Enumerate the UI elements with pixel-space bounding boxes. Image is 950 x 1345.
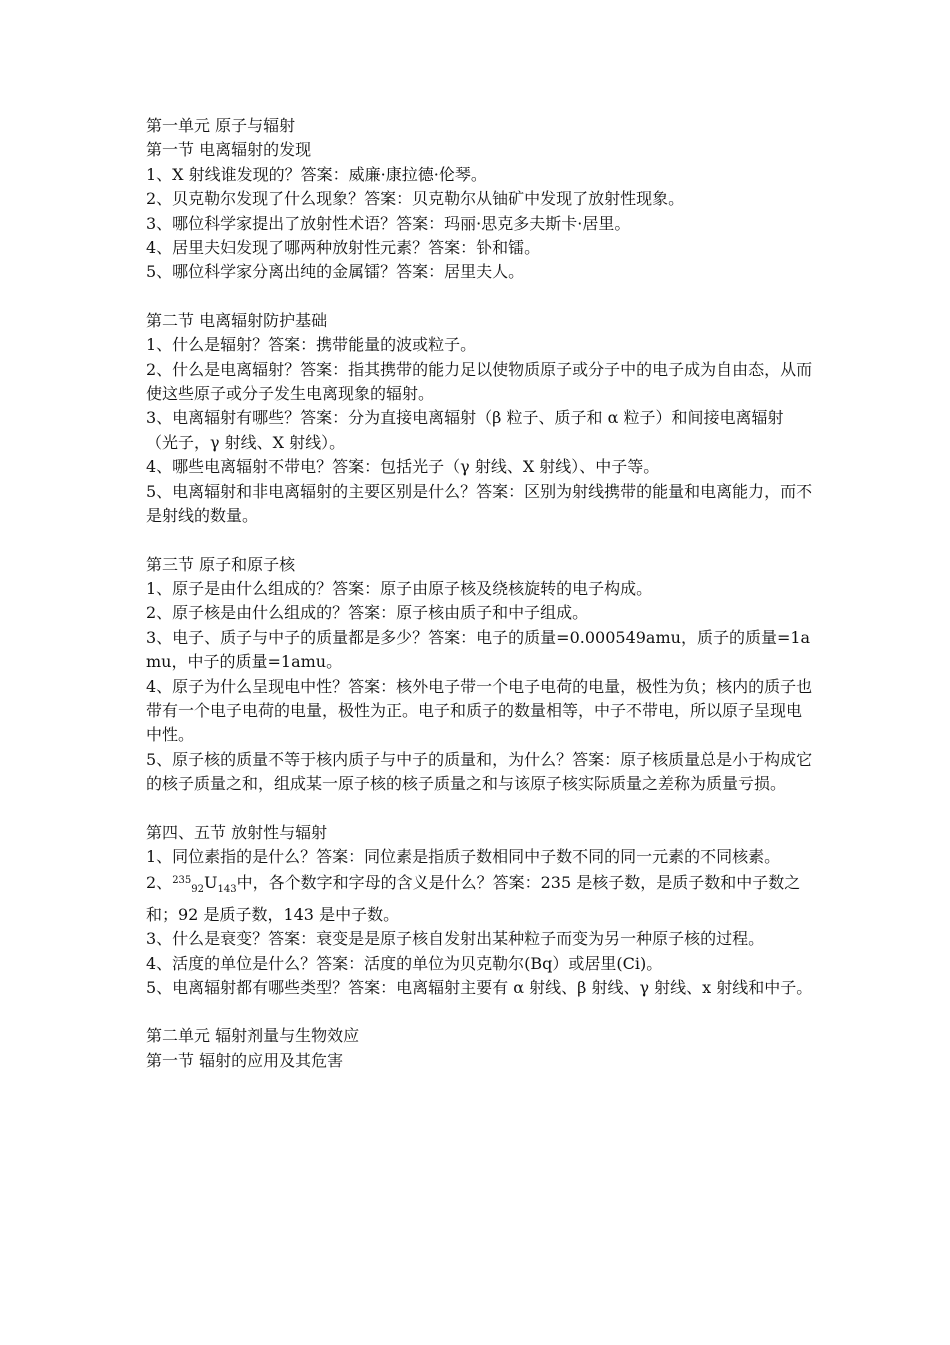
- unit2-block: [146, 1024, 814, 1073]
- unit2-title: 第二单元 辐射剂量与生物效应: [146, 1026, 360, 1046]
- list-item: 4、原子为什么呈现电中性？答案：核外电子带一个电子电荷的电量，极性为负；核内的质子也带有一个电子电荷的电量，极性为正。电子和质子的数量相等，中子不带电，所以原子呈现电中性。: [146, 676, 813, 745]
- list-item: 5、电离辐射都有哪些类型？答案：电离辐射主要有 α 射线、β 射线、γ 射线、x 射线和中子。: [146, 978, 813, 997]
- document-page: [146, 114, 814, 1073]
- list-item: 1、什么是辐射？答案：携带能量的波或粒子。: [146, 335, 477, 355]
- unit1-section2-block: [146, 309, 814, 529]
- unit1-title: 第一单元 原子与辐射: [146, 116, 296, 135]
- list-item: 5、哪位科学家分离出纯的金属镭？答案：居里夫人。: [146, 262, 525, 282]
- neutron-number: 143: [217, 884, 237, 896]
- list-item: 5、电离辐射和非电离辐射的主要区别是什么？答案：区别为射线携带的能量和电离能力，而不是射线的数量。: [146, 481, 813, 526]
- list-item: 5、原子核的质量不等于核内质子与中子的质量和，为什么？答案：原子核质量总是小于构成它的核子质量之和，组成某一原子核的核子质量之和与该原子核实际质量之差称为质量亏损。: [146, 749, 813, 794]
- list-item: 3、电子、质子与中子的质量都是多少？答案：电子的质量=0.000549amu，质子的质量=1amu，中子的质量=1amu。: [146, 627, 811, 672]
- element-symbol: U: [204, 873, 218, 893]
- mass-number: 235: [172, 875, 192, 887]
- unit2-section1-title: 第一节 辐射的应用及其危害: [146, 1050, 344, 1070]
- list-item: 1、X 射线谁发现的？答案：威廉·康拉德·伦琴。: [146, 164, 487, 184]
- list-item: 4、活度的单位是什么？答案：活度的单位为贝克勒尔(Bq）或居里(Ci)。: [146, 953, 663, 973]
- list-item: 3、哪位科学家提出了放射性术语？答案：玛丽·思克多夫斯卡·居里。: [146, 213, 631, 233]
- unit1-section45-block: [146, 821, 814, 1001]
- list-item: 1、同位素指的是什么？答案：同位素是指质子数相同中子数不同的同一元素的不同核素。: [146, 846, 781, 866]
- unit1-section3-block: [146, 553, 814, 797]
- list-item: 4、哪些电离辐射不带电？答案：包括光子（γ 射线、X 射线）、中子等。: [146, 457, 660, 477]
- unit1-section2-title: 第二节 电离辐射防护基础: [146, 310, 328, 330]
- atomic-number: 92: [191, 884, 205, 896]
- list-item: 2、贝克勒尔发现了什么现象？答案：贝克勒尔从铀矿中发现了放射性现象。: [146, 189, 685, 209]
- list-item: 3、电离辐射有哪些？答案：分为直接电离辐射（β 粒子、质子和 α 粒子）和间接电离辐射（光子，γ 射线、X 射线）。: [146, 408, 784, 452]
- list-item-isotope: [146, 869, 814, 927]
- isotope-question-text: 中，各个数字和字母的含义是什么？答案：235 是核子数，是质子数和中子数之和；92 是质子数，143 是中子数。: [146, 873, 801, 924]
- unit1-section45-title: 第四、五节 放射性与辐射: [146, 822, 328, 842]
- unit1-block: [146, 114, 814, 285]
- list-item: 2、原子核是由什么组成的？答案：原子核由质子和中子组成。: [146, 603, 589, 623]
- list-item: 3、什么是衰变？答案：衰变是是原子核自发射出某种粒子而变为另一种原子核的过程。: [146, 929, 765, 949]
- list-item: 1、原子是由什么组成的？答案：原子由原子核及绕核旋转的电子构成。: [146, 578, 653, 598]
- item-number: 2、: [146, 873, 173, 893]
- list-item: 4、居里夫妇发现了哪两种放射性元素？答案：钋和镭。: [146, 238, 541, 258]
- unit1-section3-title: 第三节 原子和原子核: [146, 554, 296, 574]
- list-item: 2、什么是电离辐射？答案：指其携带的能力足以使物质原子或分子中的电子成为自由态，从而使这些原子或分子发生电离现象的辐射。: [146, 359, 813, 404]
- unit1-section1-title: 第一节 电离辐射的发现: [146, 140, 312, 160]
